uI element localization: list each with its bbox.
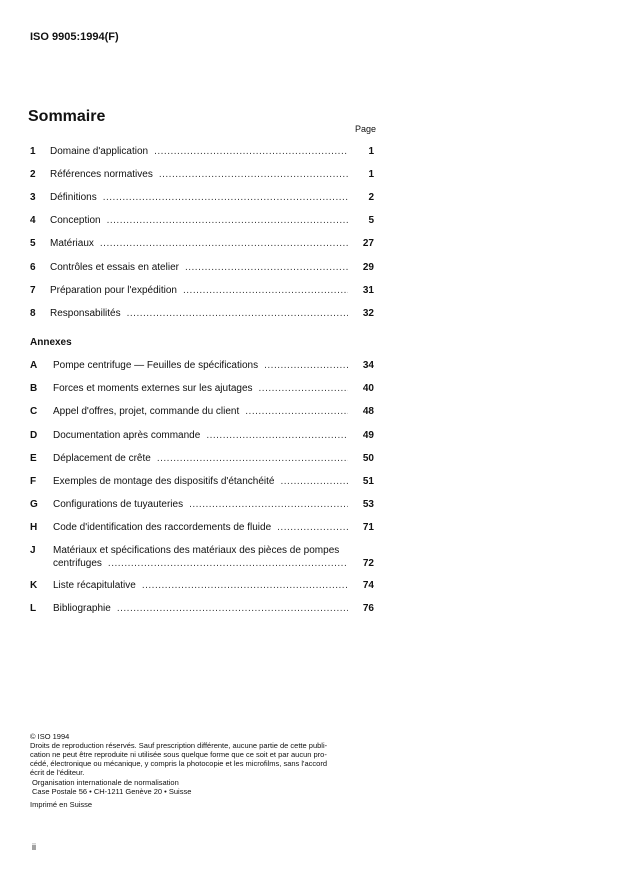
toc-number: 7 (30, 285, 36, 296)
annex-page: 71 (362, 522, 374, 533)
toc-entry[interactable] (30, 262, 374, 276)
toc-leader-dots (142, 580, 348, 591)
toc-leader-dots (107, 215, 348, 226)
toc-leader-dots (117, 603, 348, 614)
toc-title: Définitions (50, 192, 97, 203)
annex-title: Configurations de tuyauteries (53, 499, 184, 510)
toc-leader-dots (185, 262, 348, 273)
annex-title: Pompe centrifuge — Feuilles de spécifications (53, 360, 259, 371)
annex-title: Exemples de montage des dispositifs d'étanchéité (53, 476, 275, 487)
annex-entry[interactable] (30, 383, 374, 397)
copyright-line: © ISO 1994 (30, 732, 70, 741)
annex-letter: B (30, 383, 38, 394)
annex-title-continuation: centrifuges (53, 558, 102, 569)
toc-leader-dots (183, 285, 348, 296)
toc-number: 8 (30, 308, 36, 319)
toc-number: 2 (30, 169, 36, 180)
annex-letter: L (30, 603, 37, 614)
toc-page: 32 (362, 308, 374, 319)
annex-letter: H (30, 522, 38, 533)
annex-title: Déplacement de crête (53, 453, 151, 464)
toc-number: 4 (30, 215, 36, 226)
annex-title: Appel d'offres, projet, commande du client (53, 406, 240, 417)
toc-entry[interactable] (30, 238, 374, 252)
annex-page: 53 (362, 499, 374, 510)
annex-page: 34 (362, 360, 374, 371)
annex-page: 72 (362, 558, 374, 569)
toc-leader-dots (277, 522, 348, 533)
annex-page: 49 (362, 430, 374, 441)
toc-leader-dots (100, 238, 348, 249)
toc-entry[interactable] (30, 308, 374, 322)
rights-text: écrit de l'éditeur. (30, 768, 85, 777)
toc-page: 5 (368, 215, 374, 226)
toc-number: 1 (30, 146, 36, 157)
annex-page: 40 (362, 383, 374, 394)
organization-address: Case Postale 56 • CH-1211 Genève 20 • Suisse (32, 787, 192, 796)
rights-text: cédé, électronique ou mécanique, y compris la photocopie et les microfilms, sans l'accord (30, 759, 327, 768)
toc-page: 29 (362, 262, 374, 273)
toc-title: Références normatives (50, 169, 153, 180)
toc-leader-dots (157, 453, 348, 464)
rights-text: cation ne peut être reproduite ni utilisée sous quelque forme que ce soit et par aucun pro- (30, 750, 327, 759)
toc-leader-dots (264, 360, 348, 371)
toc-entry[interactable] (30, 285, 374, 299)
annex-letter: D (30, 430, 38, 441)
page-column-label: Page (355, 124, 377, 134)
page-title: Sommaire (28, 108, 106, 125)
toc-page: 1 (368, 169, 374, 180)
annex-letter: J (30, 545, 36, 556)
toc-page: 2 (368, 192, 374, 203)
organization-name: Organisation internationale de normalisation (32, 778, 179, 787)
printed-in: Imprimé en Suisse (30, 800, 93, 809)
toc-leader-dots (108, 558, 348, 569)
page-number: ii (32, 842, 36, 852)
annex-entry[interactable] (30, 406, 374, 420)
annex-page: 48 (362, 406, 374, 417)
toc-leader-dots (280, 476, 348, 487)
toc-leader-dots (206, 430, 348, 441)
document-id: ISO 9905:1994(F) (30, 31, 119, 43)
toc-title: Matériaux (50, 238, 94, 249)
annex-letter: A (30, 360, 38, 371)
annex-entry[interactable] (30, 603, 374, 617)
annex-entry[interactable] (30, 545, 374, 569)
annex-page: 74 (362, 580, 374, 591)
toc-entry[interactable] (30, 169, 374, 183)
annex-page: 51 (362, 476, 374, 487)
annex-letter: G (30, 499, 38, 510)
annex-entry[interactable] (30, 499, 374, 513)
annex-page: 76 (362, 603, 374, 614)
toc-leader-dots (103, 192, 348, 203)
annex-title: Code d'identification des raccordements de fluide (53, 522, 272, 533)
toc-leader-dots (127, 308, 348, 319)
toc-leader-dots (189, 499, 348, 510)
annex-letter: E (30, 453, 37, 464)
toc-title: Contrôles et essais en atelier (50, 262, 179, 273)
toc-leader-dots (159, 169, 348, 180)
annex-title: Forces et moments externes sur les ajutages (53, 383, 253, 394)
annexes-heading: Annexes (30, 337, 72, 348)
annex-entry[interactable] (30, 453, 374, 467)
annex-entry[interactable] (30, 580, 374, 594)
toc-entry[interactable] (30, 192, 374, 206)
annex-title: Matériaux et spécifications des matériaux des pièces de pompes (53, 545, 340, 556)
toc-title: Responsabilités (50, 308, 121, 319)
toc-entry[interactable] (30, 215, 374, 229)
toc-title: Préparation pour l'expédition (50, 285, 177, 296)
toc-number: 3 (30, 192, 36, 203)
toc-page: 27 (362, 238, 374, 249)
copyright-notice (30, 732, 380, 809)
toc-title: Conception (50, 215, 101, 226)
toc-number: 6 (30, 262, 36, 273)
annex-title: Bibliographie (53, 603, 111, 614)
annex-page: 50 (362, 453, 374, 464)
toc-page: 1 (368, 146, 374, 157)
annex-entry[interactable] (30, 476, 374, 490)
rights-text: Droits de reproduction réservés. Sauf prescription différente, aucune partie de cette publi- (30, 741, 328, 750)
toc-entry[interactable] (30, 146, 374, 160)
annex-entry[interactable] (30, 430, 374, 444)
toc-leader-dots (259, 383, 348, 394)
annex-letter: C (30, 406, 38, 417)
toc-leader-dots (154, 146, 348, 157)
annex-entry[interactable] (30, 360, 374, 374)
toc-number: 5 (30, 238, 36, 249)
toc-title: Domaine d'application (50, 146, 149, 157)
annex-title: Documentation après commande (53, 430, 201, 441)
toc-leader-dots (245, 406, 348, 417)
annex-letter: F (30, 476, 37, 487)
annex-title: Liste récapitulative (53, 580, 136, 591)
annex-entry[interactable] (30, 522, 374, 536)
toc-page: 31 (362, 285, 374, 296)
annex-letter: K (30, 580, 38, 591)
